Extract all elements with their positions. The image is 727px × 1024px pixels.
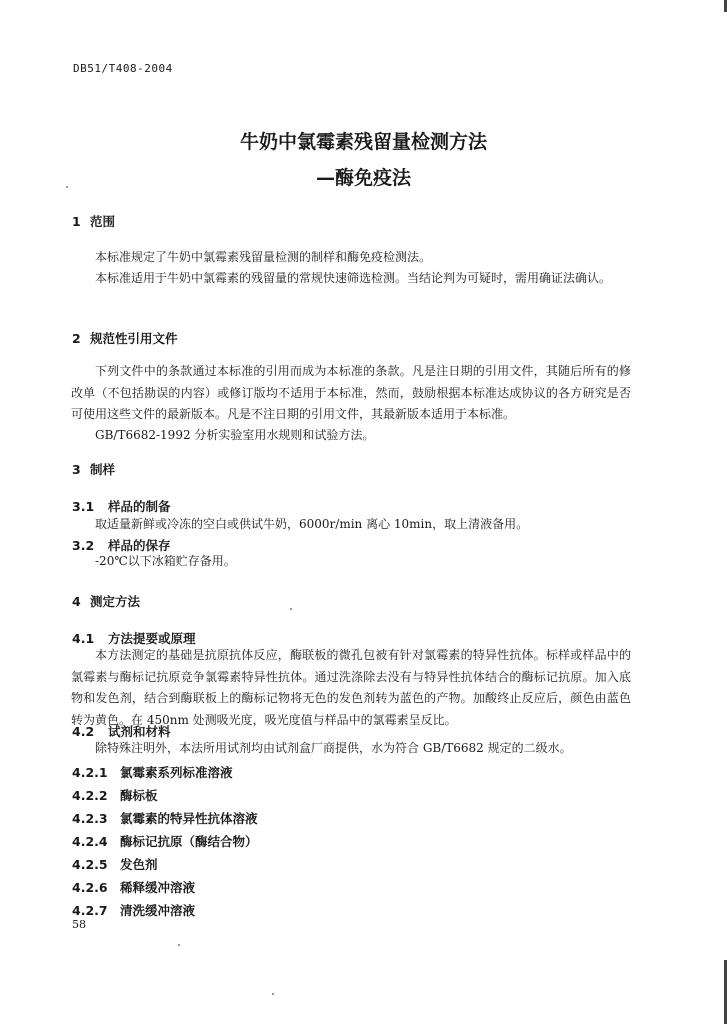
scan-speck	[290, 608, 292, 610]
subsection-3-1-text: 取适量新鲜或冷冻的空白或供试牛奶，6000r/min 离心 10min，取上清液备用。	[95, 517, 529, 531]
section-2-heading	[72, 329, 178, 347]
subsection-title: 样品的保存	[108, 538, 171, 553]
subsection-4-2-text: 除特殊注明外，本法所用试剂均由试剂盒厂商提供，水为符合 GB/T6682 规定的二级水。	[95, 741, 572, 755]
section-1-paragraph-1: 本标准规定了牛奶中氯霉素残留量检测的制样和酶免疫检测法。	[95, 250, 432, 264]
item-label: 酶标记抗原（酶结合物）	[120, 834, 258, 849]
list-item	[72, 878, 195, 896]
item-label: 氯霉素的特异性抗体溶液	[120, 811, 258, 826]
section-3-heading	[72, 460, 115, 478]
item-label: 发色剂	[120, 857, 158, 872]
section-4-heading	[72, 592, 140, 610]
item-number: 4.2.1	[72, 765, 108, 780]
section-1-paragraph-2: 本标准适用于牛奶中氯霉素的残留量的常规快速筛选检测。当结论判为可疑时，需用确证法确认。	[95, 271, 612, 285]
page-number: 58	[72, 918, 86, 931]
item-number: 4.2.7	[72, 903, 108, 918]
section-title: 规范性引用文件	[90, 331, 178, 346]
list-item	[72, 855, 158, 873]
document-subtitle: —酶免疫法	[315, 167, 411, 189]
section-title: 制样	[90, 462, 116, 477]
section-number: 4	[72, 594, 81, 609]
list-item	[72, 786, 158, 804]
section-1-heading	[72, 212, 115, 230]
scan-speck	[178, 944, 180, 946]
item-number: 4.2.5	[72, 857, 108, 872]
list-item	[72, 809, 258, 827]
section-2-paragraph-1: 下列文件中的条款通过本标准的引用而成为本标准的条款。凡是注日期的引用文件，其随后所有的修改单（不包括勘误的内容）或修订版均不适用于本标准，然而，鼓励根据本标准达成协议的各方研究是否可使用这些文件的最新版本。凡是不注日期的引用文件，其最新版本适用于本标准。	[71, 364, 631, 421]
scan-speck	[272, 993, 274, 995]
subsection-number: 4.1	[72, 631, 95, 646]
section-2-paragraph-2: GB/T6682-1992 分析实验室用水规则和试验方法。	[95, 428, 375, 442]
list-item	[72, 901, 195, 919]
section-number: 1	[72, 214, 81, 229]
document-title: 牛奶中氯霉素残留量检测方法	[239, 131, 487, 153]
subsection-4-1-text: 本方法测定的基础是抗原抗体反应，酶联板的微孔包被有针对氯霉素的特异性抗体。标样或样品中的氯霉素与酶标记抗原竞争氯霉素特异性抗体。通过洗涤除去没有与特异性抗体结合的酶标记抗原。加入底物和发色剂，结合到酶联板上的酶标记物将无色的发色剂转为蓝色的产物。加酸终止反应后，颜色由蓝色转为黄色。在 450nm 处测吸光度，吸光度值与样品中的氯霉素呈反比。	[71, 648, 631, 727]
section-title: 测定方法	[90, 594, 141, 609]
subsection-3-2-text: -20℃以下冰箱贮存备用。	[95, 554, 236, 568]
section-title: 范围	[90, 214, 116, 229]
item-number: 4.2.3	[72, 811, 108, 826]
subsection-number: 3.1	[72, 499, 95, 514]
item-label: 清洗缓冲溶液	[120, 903, 196, 918]
subsection-title: 方法提要或原理	[108, 631, 196, 646]
subsection-3-1-heading	[72, 497, 171, 515]
subsection-title: 试剂和材料	[108, 724, 171, 739]
subsection-number: 4.2	[72, 724, 95, 739]
item-label: 稀释缓冲溶液	[120, 880, 196, 895]
item-label: 氯霉素系列标准溶液	[120, 765, 233, 780]
item-number: 4.2.2	[72, 788, 108, 803]
scan-speck	[66, 186, 68, 188]
section-number: 2	[72, 331, 81, 346]
document-number: DB51/T408-2004	[73, 62, 173, 75]
section-number: 3	[72, 462, 81, 477]
item-label: 酶标板	[120, 788, 158, 803]
list-item	[72, 832, 258, 850]
subsection-number: 3.2	[72, 538, 95, 553]
item-number: 4.2.4	[72, 834, 108, 849]
list-item	[72, 763, 233, 781]
item-number: 4.2.6	[72, 880, 108, 895]
subsection-title: 样品的制备	[108, 499, 171, 514]
